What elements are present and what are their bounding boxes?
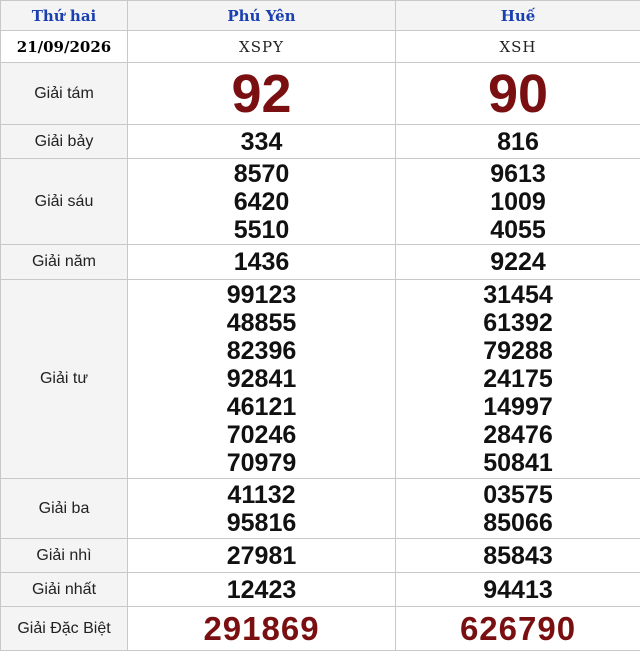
prize-number: 48855 — [128, 309, 395, 337]
prize-number: 61392 — [396, 309, 640, 337]
prize-label: Giải năm — [1, 245, 128, 280]
prize-number: 85066 — [396, 509, 640, 537]
prize-number: 70246 — [128, 421, 395, 449]
prize-number: 816 — [396, 128, 640, 156]
prize-label: Giải ba — [1, 479, 128, 539]
prize-number: 92841 — [128, 365, 395, 393]
prize-number: 9613 — [396, 160, 640, 188]
prize-cell-phu-yen — [128, 607, 396, 651]
prize-cell-hue — [396, 245, 640, 280]
prize-label: Giải nhì — [1, 539, 128, 573]
prize-cell-phu-yen — [128, 245, 396, 280]
prize-cell-phu-yen — [128, 539, 396, 573]
prize-cell-phu-yen — [128, 159, 396, 245]
date-row — [1, 31, 640, 63]
prize-number: 79288 — [396, 337, 640, 365]
prize-row-g5 — [1, 245, 640, 280]
prize-cell-phu-yen — [128, 479, 396, 539]
prize-number: 12423 — [128, 576, 395, 604]
prize-number: 95816 — [128, 509, 395, 537]
code-hue: XSH — [396, 31, 640, 63]
prize-number: 31454 — [396, 281, 640, 309]
prize-label: Giải tám — [1, 63, 128, 125]
prize-cell-hue — [396, 479, 640, 539]
draw-date[interactable]: 21/09/2026 — [1, 31, 128, 63]
prize-number: 70979 — [128, 449, 395, 477]
prize-number: 24175 — [396, 365, 640, 393]
prize-number: 334 — [128, 128, 395, 156]
prize-number: 27981 — [128, 542, 395, 570]
prize-cell-hue — [396, 573, 640, 607]
special-prize-number: 291869 — [128, 610, 395, 648]
prize-number: 92 — [128, 65, 395, 123]
prize-cell-hue — [396, 539, 640, 573]
prize-cell-hue — [396, 159, 640, 245]
prize-cell-phu-yen — [128, 63, 396, 125]
prize-row-special — [1, 607, 640, 651]
prize-number: 28476 — [396, 421, 640, 449]
prize-cell-phu-yen — [128, 125, 396, 159]
prize-cell-hue — [396, 607, 640, 651]
prize-number: 41132 — [128, 481, 395, 509]
province-phu-yen-link[interactable]: Phú Yên — [128, 1, 396, 31]
prize-label: Giải bảy — [1, 125, 128, 159]
prize-row-g8 — [1, 63, 640, 125]
prize-label: Giải tư — [1, 280, 128, 479]
prize-label: Giải Đặc Biệt — [1, 607, 128, 651]
prize-row-g2 — [1, 539, 640, 573]
prize-row-g7 — [1, 125, 640, 159]
prize-number: 9224 — [396, 248, 640, 276]
prize-number: 90 — [396, 65, 640, 123]
prize-number: 4055 — [396, 216, 640, 244]
prize-cell-hue — [396, 63, 640, 125]
prize-number: 94413 — [396, 576, 640, 604]
prize-row-g4 — [1, 280, 640, 479]
special-prize-number: 626790 — [396, 610, 640, 648]
province-hue-link[interactable]: Huế — [396, 1, 640, 31]
prize-cell-phu-yen — [128, 573, 396, 607]
day-label[interactable]: Thứ hai — [1, 1, 128, 31]
prize-cell-hue — [396, 280, 640, 479]
prize-number: 82396 — [128, 337, 395, 365]
prize-number: 14997 — [396, 393, 640, 421]
prize-number: 6420 — [128, 188, 395, 216]
prize-number: 5510 — [128, 216, 395, 244]
prize-number: 03575 — [396, 481, 640, 509]
prize-number: 8570 — [128, 160, 395, 188]
prize-number: 1436 — [128, 248, 395, 276]
prize-number: 1009 — [396, 188, 640, 216]
prize-cell-hue — [396, 125, 640, 159]
prize-row-g3 — [1, 479, 640, 539]
prize-label: Giải sáu — [1, 159, 128, 245]
prize-number: 99123 — [128, 281, 395, 309]
prize-row-g6 — [1, 159, 640, 245]
prize-number: 85843 — [396, 542, 640, 570]
prize-row-g1 — [1, 573, 640, 607]
prize-cell-phu-yen — [128, 280, 396, 479]
prize-number: 46121 — [128, 393, 395, 421]
prize-label: Giải nhất — [1, 573, 128, 607]
code-phu-yen: XSPY — [128, 31, 396, 63]
prize-number: 50841 — [396, 449, 640, 477]
header-row — [1, 1, 640, 31]
